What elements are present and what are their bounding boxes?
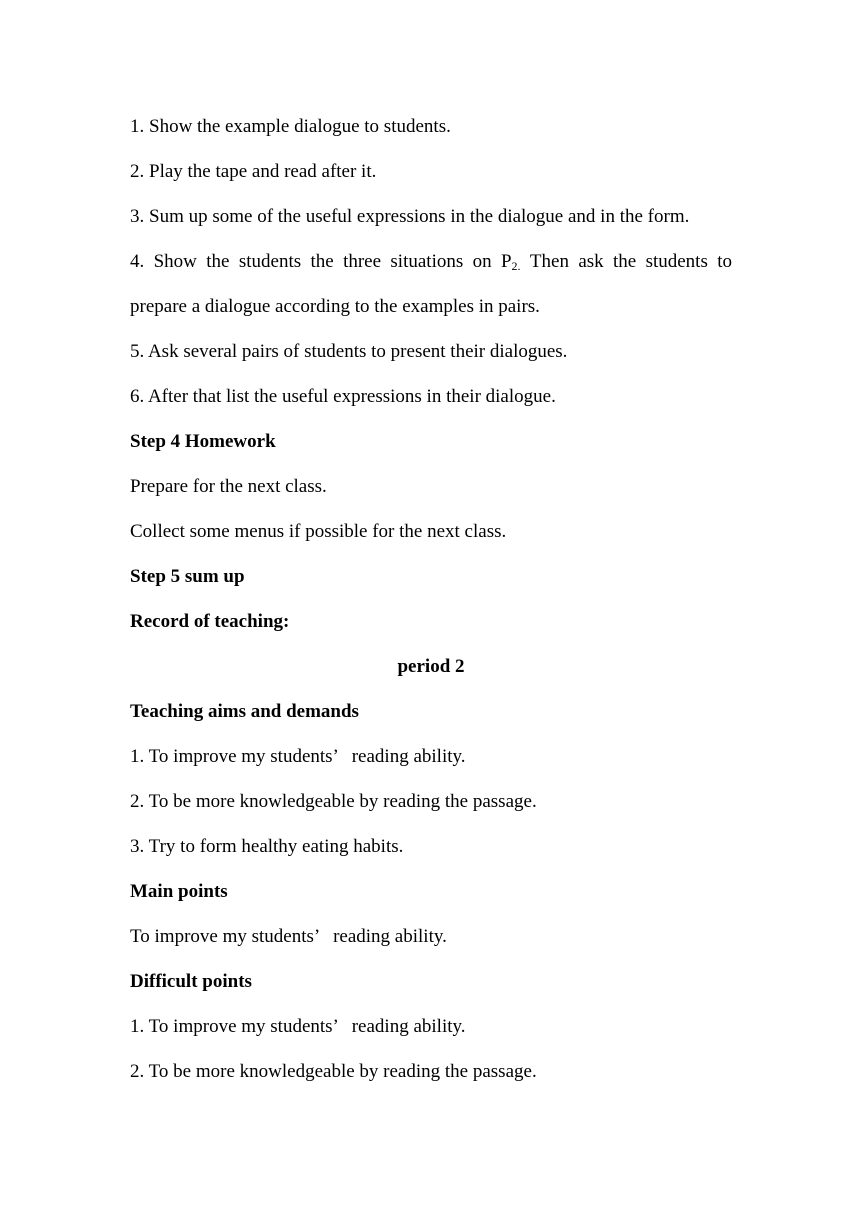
word: Then: [529, 251, 569, 272]
step5-heading: Step 5 sum up: [130, 566, 245, 587]
word: three: [343, 251, 382, 272]
word: the: [613, 251, 637, 272]
step-item-3: 3. Sum up some of the useful expressions in the dialogue and in the form.: [130, 206, 690, 227]
word: ask: [578, 251, 604, 272]
aim-item-1: 1. To improve my students’ reading ability.: [130, 746, 466, 767]
step-item-2: 2. Play the tape and read after it.: [130, 161, 377, 182]
step-item-4-line1: [130, 250, 732, 274]
period-title: period 2: [397, 656, 465, 677]
difficult-points-heading: Difficult points: [130, 971, 252, 992]
main-points-text: To improve my students’ reading ability.: [130, 926, 447, 947]
page-letter: P: [500, 251, 512, 272]
page-number: 2.: [511, 259, 521, 273]
main-points-heading: Main points: [130, 881, 228, 902]
word: on: [472, 251, 492, 272]
word: students: [238, 251, 302, 272]
aim-item-2: 2. To be more knowledgeable by reading the passage.: [130, 791, 537, 812]
word: the: [310, 251, 334, 272]
word: the: [206, 251, 230, 272]
word: 4.: [130, 251, 145, 272]
word: to: [717, 251, 732, 272]
record-heading: Record of teaching:: [130, 611, 290, 632]
step-item-6: 6. After that list the useful expressions in their dialogue.: [130, 386, 556, 407]
homework-item-2: Collect some menus if possible for the next class.: [130, 521, 507, 542]
step4-heading: Step 4 Homework: [130, 431, 276, 452]
page-reference: [501, 250, 521, 274]
difficult-item-2: 2. To be more knowledgeable by reading the passage.: [130, 1061, 537, 1082]
word: students: [645, 251, 708, 272]
word: Show: [153, 251, 197, 272]
homework-item-1: Prepare for the next class.: [130, 476, 327, 497]
aim-item-3: 3. Try to form healthy eating habits.: [130, 836, 404, 857]
difficult-item-1: 1. To improve my students’ reading ability.: [130, 1016, 466, 1037]
aims-heading: Teaching aims and demands: [130, 701, 359, 722]
step-item-4-line2: prepare a dialogue according to the examples in pairs.: [130, 296, 540, 317]
step-item-1: 1. Show the example dialogue to students.: [130, 116, 451, 137]
step-item-5: 5. Ask several pairs of students to present their dialogues.: [130, 341, 568, 362]
word: situations: [390, 251, 464, 272]
